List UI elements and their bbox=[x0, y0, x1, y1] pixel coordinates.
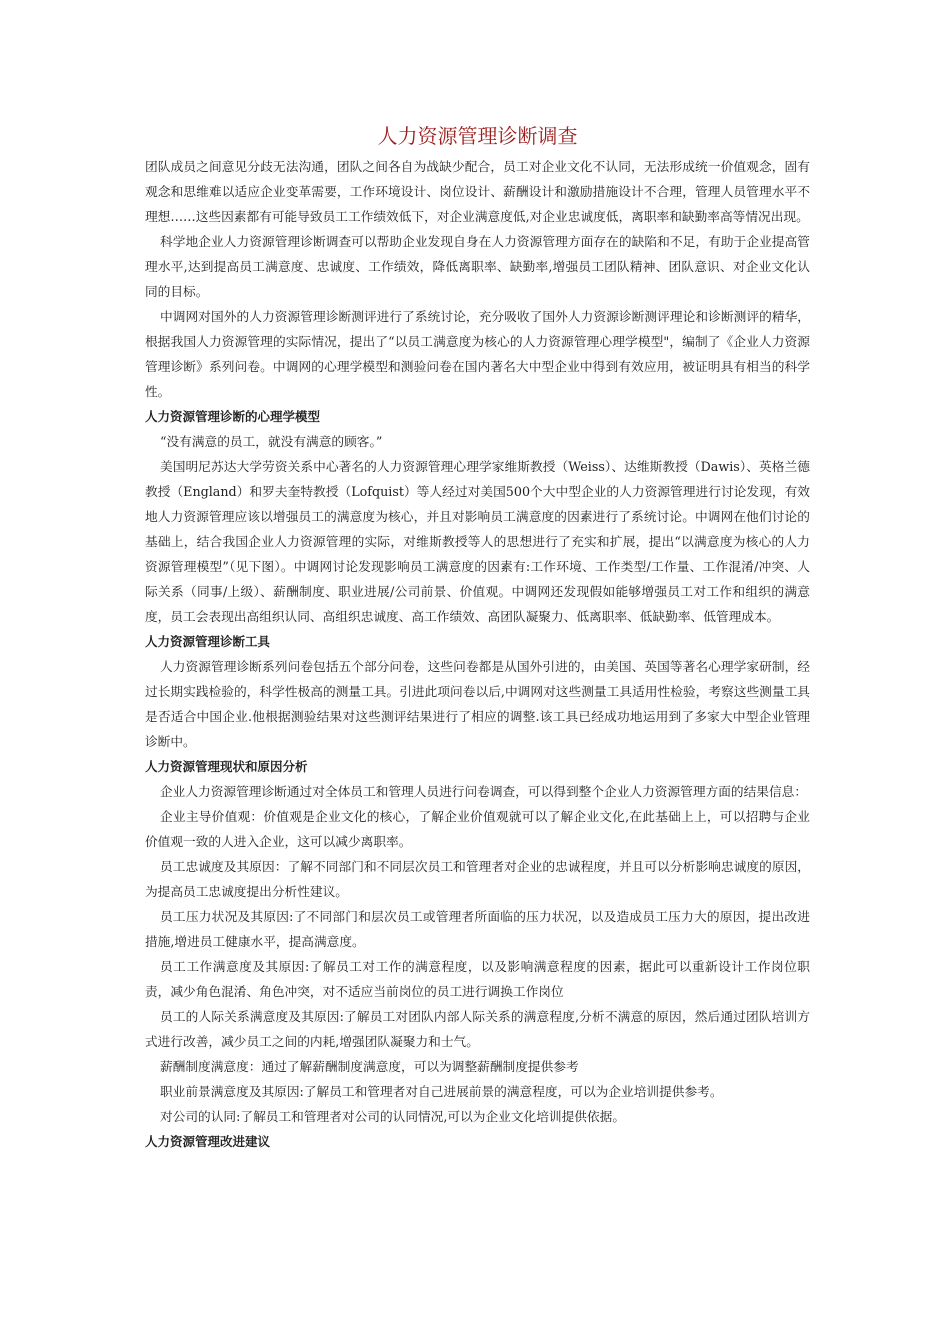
body-paragraph: 美国明尼苏达大学劳资关系中心著名的人力资源管理心理学家维斯教授（Weiss）、达维斯教授（Dawis）、英格兰德教授（England）和罗夫奎特教授（Lofquist）等人经过对美国500个大中型企业的人力资源管理进行讨论发现，有效地人力资源管理应该以增强员工的满意度为核心，并且对影响员工满意度的因素进行了系统讨论。中调网在他们讨论的基础上，结合我国企业人力资源管理的实际，对维斯教授等人的思想进行了充实和扩展，提出“以满意度为核心的人力资源管理模型”（见下图）。中调网讨论发现影响员工满意度的因素有:工作环境、工作类型/工作量、工作混淆/冲突、人际关系（同事/上级）、薪酬制度、职业进展/公司前景、价值观。中调网还发现假如能够增强员工对工作和组织的满意度，员工会表现出高组织认同、高组织忠诚度、高工作绩效、高团队凝聚力、低离职率、低缺勤率、低管理成本。 bbox=[145, 459, 810, 624]
section-heading: 人力资源管理诊断的心理学模型 bbox=[145, 409, 321, 424]
section-heading: 人力资源管理改进建议 bbox=[145, 1134, 271, 1149]
document-title: 人力资源管理诊断调查 bbox=[377, 124, 578, 148]
body-paragraph: 团队成员之间意见分歧无法沟通，团队之间各自为战缺少配合，员工对企业文化不认同，无法形成统一价值观念，固有观念和思维难以适应企业变革需要，工作环境设计、岗位设计、薪酬设计和激励措施设计不合理，管理人员管理水平不理想……这些因素都有可能导致员工工作绩效低下，对企业满意度低,对企业忠诚度低，离职率和缺勤率高等情况出现。 bbox=[145, 159, 810, 224]
section-heading: 人力资源管理现状和原因分析 bbox=[145, 759, 308, 774]
body-paragraph: 企业人力资源管理诊断通过对全体员工和管理人员进行问卷调查，可以得到整个企业人力资源管理方面的结果信息： bbox=[160, 784, 808, 799]
document-page bbox=[145, 120, 810, 1154]
body-paragraph: 职业前景满意度及其原因:了解员工和管理者对自己进展前景的满意程度，可以为企业培训提供参考。 bbox=[160, 1084, 723, 1099]
body-paragraph: 中调网对国外的人力资源管理诊断测评进行了系统讨论，充分吸收了国外人力资源诊断测评理论和诊断测评的精华，根据我国人力资源管理的实际情况，提出了“以员工满意度为核心的人力资源管理心理学模型"，编制了《企业人力资源管理诊断》系列问卷。中调网的心理学模型和测验问卷在国内著名大中型企业中得到有效应用，被证明具有相当的科学性。 bbox=[145, 309, 810, 399]
body-paragraph: 员工的人际关系满意度及其原因:了解员工对团队内部人际关系的满意程度,分析不满意的原因，然后通过团队培训方式进行改善，减少员工之间的内耗,增强团队凝聚力和士气。 bbox=[145, 1009, 810, 1049]
body-paragraph: 企业主导价值观：价值观是企业文化的核心，了解企业价值观就可以了解企业文化,在此基础上上，可以招聘与企业价值观一致的人进入企业，这可以减少离职率。 bbox=[145, 809, 810, 849]
body-paragraph: 科学地企业人力资源管理诊断调查可以帮助企业发现自身在人力资源管理方面存在的缺陷和不足，有助于企业提高管理水平,达到提高员工满意度、忠诚度、工作绩效，降低离职率、缺勤率,增强员工团队精神、团队意识、对企业文化认同的目标。 bbox=[145, 234, 810, 299]
body-paragraph: “没有满意的员工，就没有满意的顾客。” bbox=[160, 434, 383, 449]
body-paragraph: 人力资源管理诊断系列问卷包括五个部分问卷，这些问卷都是从国外引进的，由美国、英国等著名心理学家研制，经过长期实践检验的，科学性极高的测量工具。引进此项问卷以后,中调网对这些测量工具适用性检验，考察这些测量工具是否适合中国企业.他根据测验结果对这些测评结果进行了相应的调整.该工具已经成功地运用到了多家大中型企业管理诊断中。 bbox=[145, 659, 810, 749]
body-paragraph: 员工工作满意度及其原因:了解员工对工作的满意程度，以及影响满意程度的因素，据此可以重新设计工作岗位职责，减少角色混淆、角色冲突，对不适应当前岗位的员工进行调换工作岗位 bbox=[145, 959, 810, 999]
body-paragraph: 员工压力状况及其原因:了不同部门和层次员工或管理者所面临的压力状况，以及造成员工压力大的原因，提出改进措施,增进员工健康水平，提高满意度。 bbox=[145, 909, 810, 949]
section-heading: 人力资源管理诊断工具 bbox=[145, 634, 271, 649]
body-paragraph: 薪酬制度满意度：通过了解薪酬制度满意度，可以为调整薪酬制度提供参考 bbox=[160, 1059, 579, 1074]
document-body bbox=[145, 154, 810, 1154]
body-paragraph: 对公司的认同:了解员工和管理者对公司的认同情况,可以为企业文化培训提供依据。 bbox=[160, 1109, 626, 1124]
body-paragraph: 员工忠诚度及其原因：了解不同部门和不同层次员工和管理者对企业的忠诚程度，并且可以分析影响忠诚度的原因，为提高员工忠诚度提出分析性建议。 bbox=[145, 859, 810, 899]
